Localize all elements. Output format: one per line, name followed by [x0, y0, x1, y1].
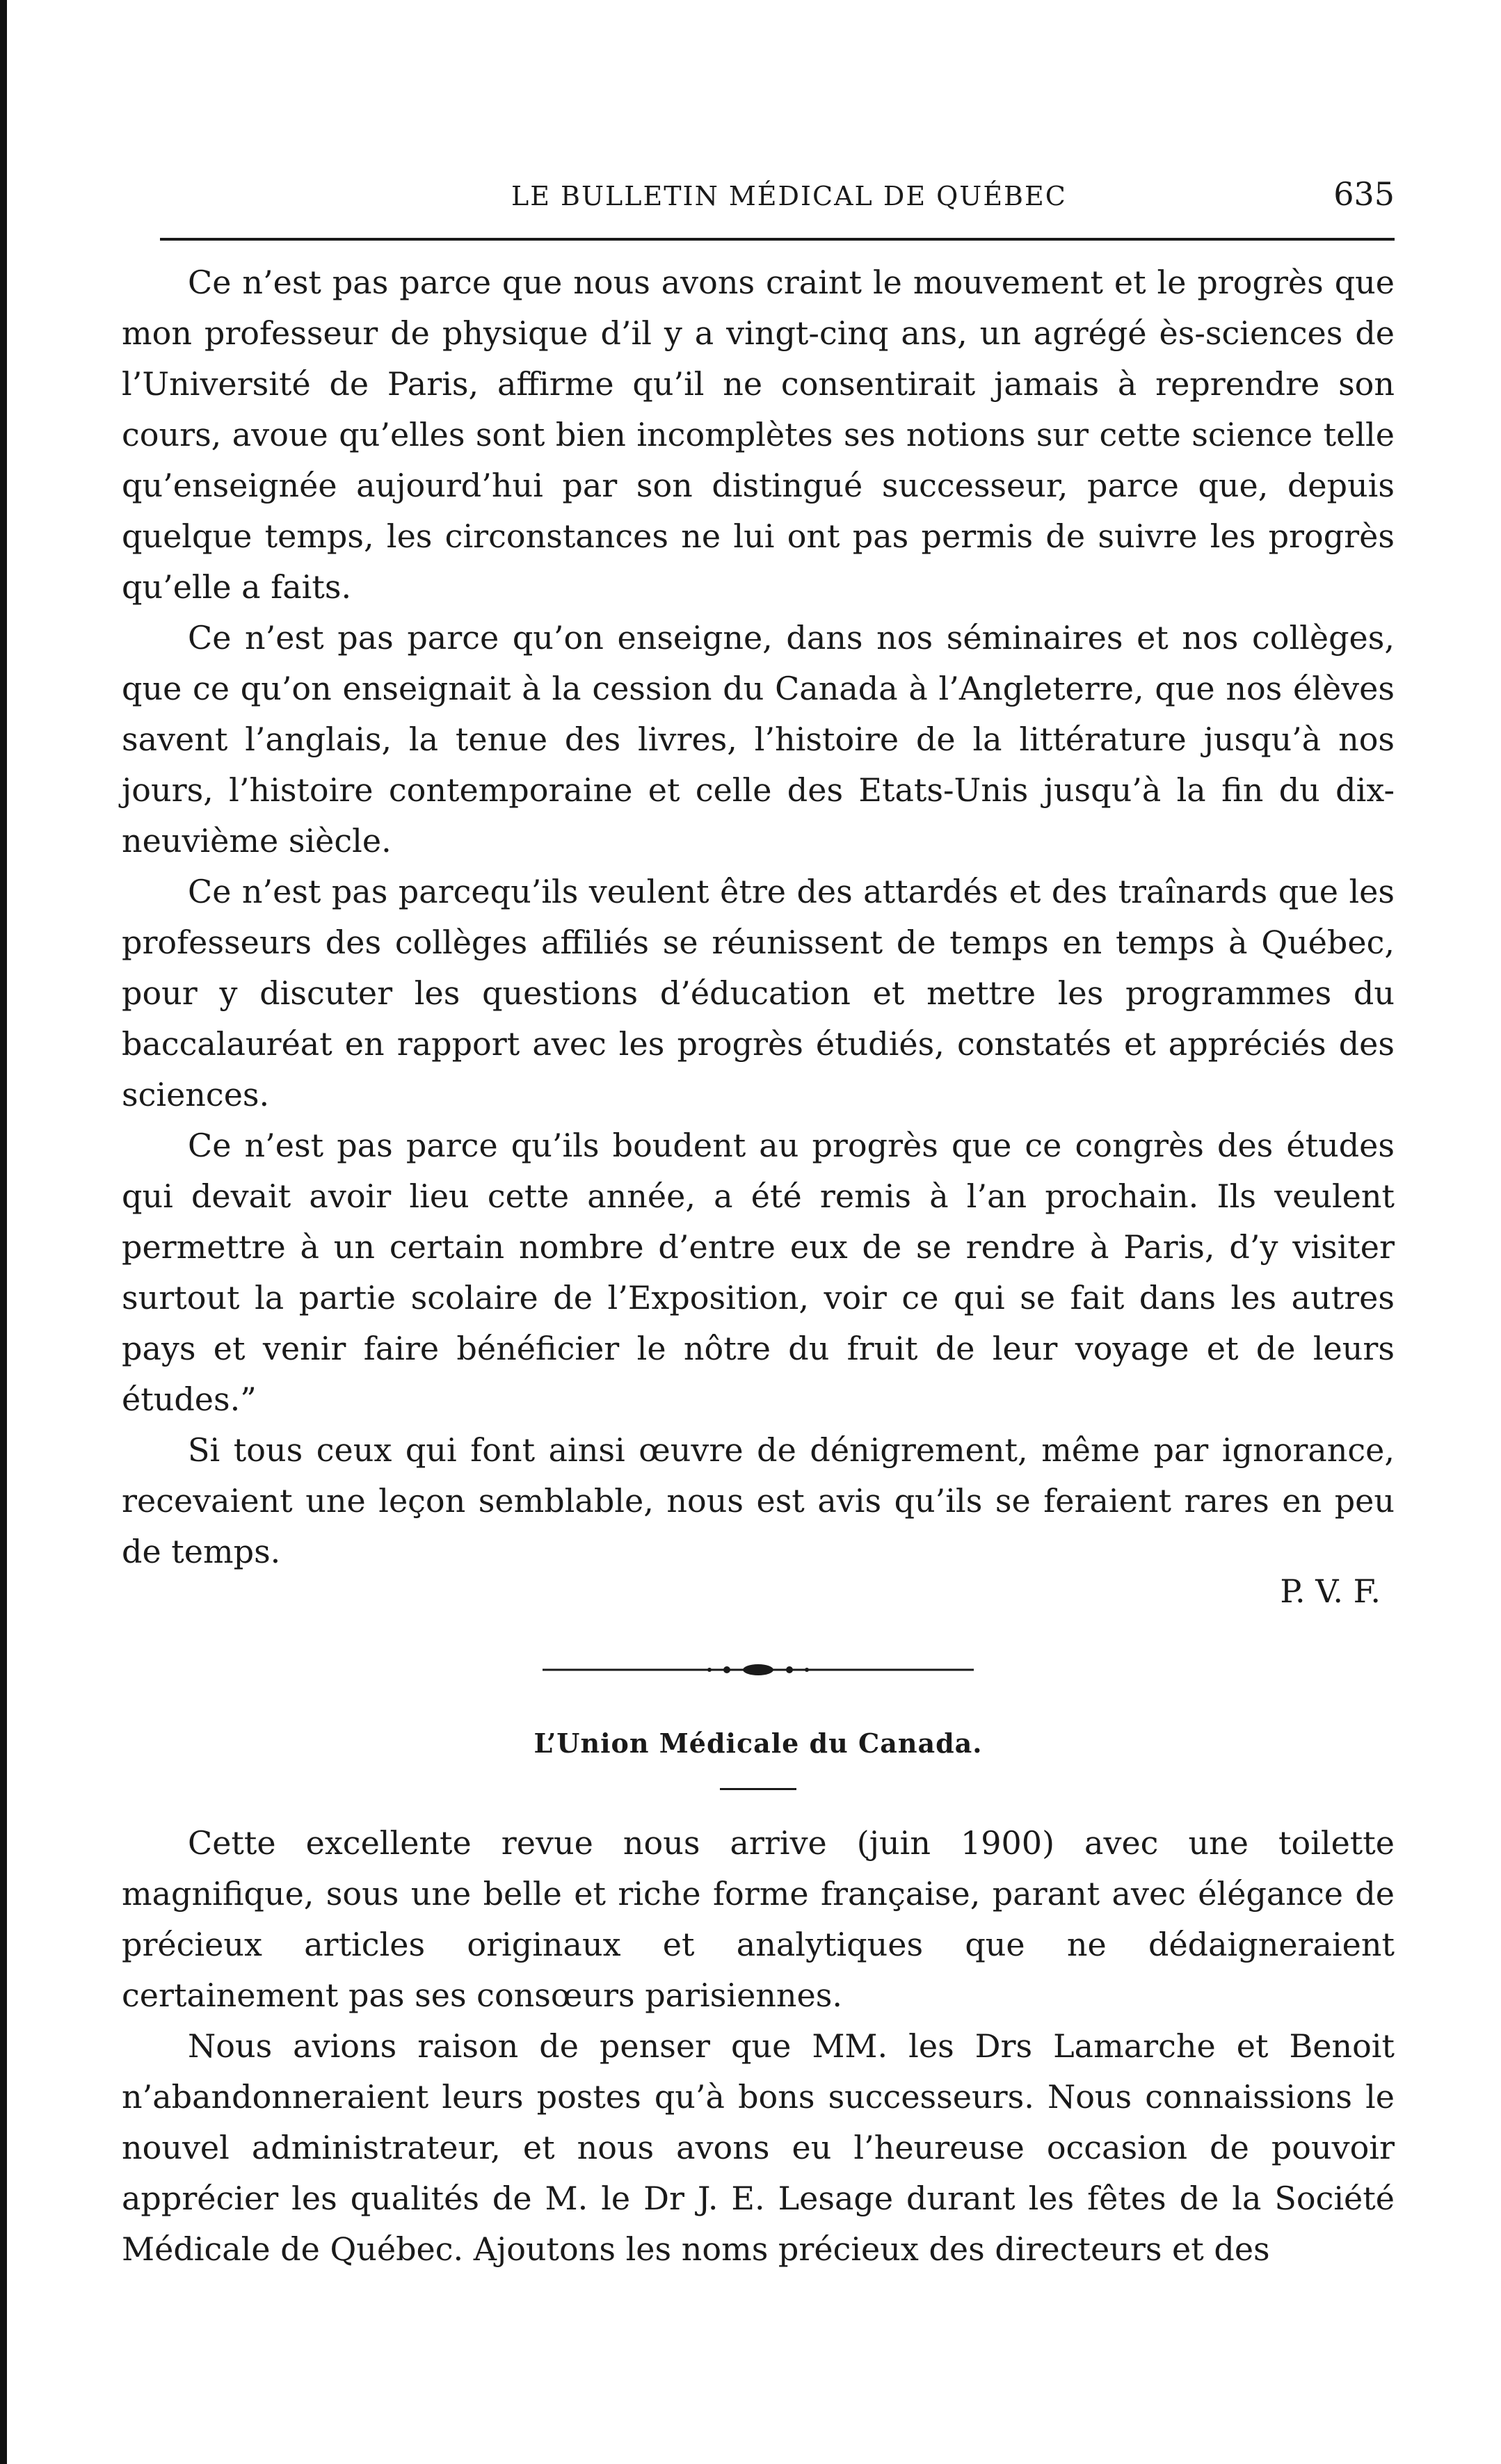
page-number: 635: [1333, 175, 1395, 213]
paragraph: Nous avions raison de penser que MM. les Drs Lamarche et Benoit n’abandonneraient leurs postes qu’à bons successeurs. Nous connaissions le nouvel administrateur, et nous avons eu l’heureuse occasion de pouvoir apprécier les qualités de M. le Dr J. E. Lesage durant les fêtes de la Société Médicale de Québec. Ajoutons les noms précieux des directeurs et des: [122, 2027, 1395, 2268]
paragraph: Cette excellente revue nous arrive (juin 1900) avec une toilette magnifique, sous une belle et riche forme française, parant avec élégance de précieux articles originaux et analytiques que ne dédaigneraient certainement pas ses consœurs parisiennes.: [122, 1824, 1395, 2014]
paragraph: Ce n’est pas parce qu’ils boudent au progrès que ce congrès des études qui devait avoir lieu cette année, a été remis à l’an prochain. Ils veulent permettre à un certain nombre d’entre eux de se rendre à Paris, d’y visiter surtout la partie scolaire de l’Exposition, voir ce qui se fait dans les autres pays et venir faire bénéficier le nôtre du fruit de leur voyage et de leurs études.”: [122, 1127, 1395, 1418]
paragraph: Ce n’est pas parce qu’on enseigne, dans nos séminaires et nos collèges, que ce qu’on enseignait à la cession du Canada à l’Angleterre, que nos élèves savent l’anglais, la tenue des livres, l’histoire de la littérature jusqu’à nos jours, l’histoire contemporaine et celle des Etats-Unis jusqu’à la fin du dix-neuvième siècle.: [122, 619, 1395, 860]
paragraph: Si tous ceux qui font ainsi œuvre de dénigrement, même par ignorance, recevaient une leçon semblable, nous est avis qu’ils se feraient rares en peu de temps.: [122, 1431, 1395, 1570]
section-body: [122, 1818, 1395, 2275]
author-signature: P. V. F.: [1280, 1572, 1381, 1610]
section-rule: [720, 1788, 796, 1790]
page-binding-edge: [0, 0, 7, 2464]
article-body: [122, 257, 1395, 1612]
journal-title: LE BULLETIN MÉDICAL DE QUÉBEC: [511, 181, 1067, 211]
running-header: [122, 146, 1395, 213]
paragraph: Ce n’est pas parce que nous avons craint le mouvement et le progrès que mon professeur de physique d’il y a vingt-cinq ans, un agrégé ès-sciences de l’Université de Paris, affirme qu’il ne consentirait jamais à reprendre son cours, avoue qu’elles sont bien incomplètes ses notions sur cette science telle qu’enseignée aujourd’hui par son distingué successeur, parce que, depuis quelque temps, les circonstances ne lui ont pas permis de suivre les progrès qu’elle a faits.: [122, 264, 1395, 606]
header-rule: [160, 238, 1395, 241]
paragraph: Ce n’est pas parcequ’ils veulent être des attardés et des traînards que les professeurs des collèges affiliés se réunissent de temps en temps à Québec, pour y discuter les questions d’éducation et mettre les programmes du baccalauréat en rapport avec les progrès étudiés, constatés et appréciés des sciences.: [122, 873, 1395, 1113]
section-title: L’Union Médicale du Canada.: [533, 1728, 983, 1759]
ornamental-divider: [543, 1661, 974, 1679]
document-page: [122, 146, 1395, 2275]
